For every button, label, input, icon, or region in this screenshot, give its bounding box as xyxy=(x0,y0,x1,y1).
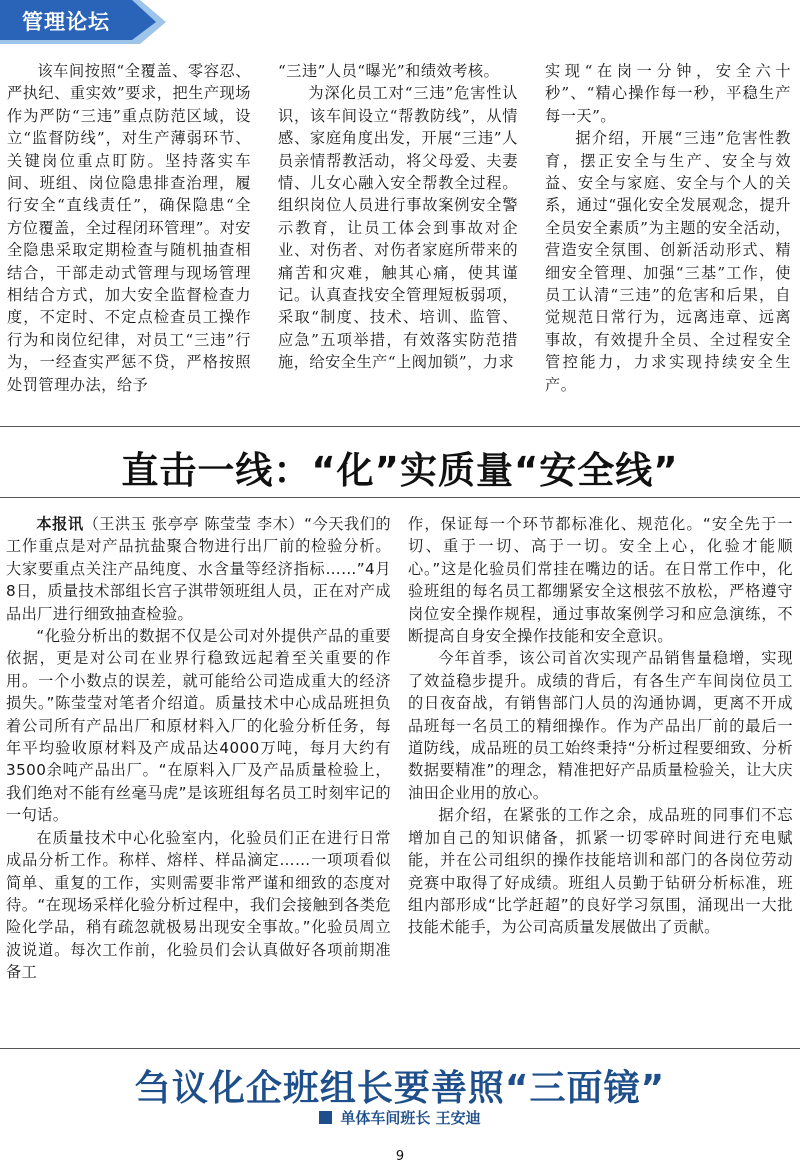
article2-paragraph: 据介绍，在紧张的工作之余，成品班的同事们不忘增加自己的知识储备，抓紧一切零碎时间进行充电赋能，并在公司组织的操作技能培训和部门的各岗位劳动竞赛中取得了好成绩。班组人员勤于钻研分析标准，班组内部形成“比学赶超”的良好学习氛围，涌现出一大批技能术能手，为公司高质量发展做出了贡献。 xyxy=(408,806,793,937)
article3-byline xyxy=(0,1107,800,1128)
article1-paragraph: 该车间按照“全覆盖、零容忍、严执纪、重实效”要求，把生产现场作为严防“三违”重点防范区域，设立“监督防线”，对生产薄弱环节、关键岗位重点盯防。坚持落实车间、班组、岗位隐患排查治理，履行安全“直线责任”，确保隐患“全方位覆盖，全过程闭环管理”。对安全隐患采取定期检查与随机抽查相结合，干部走动式管理与现场管理相结合方式，加大安全监督检查力度，不定时、不定点检查员工操作行为和岗位纪律，对员工“三违”行为，一经查实严惩不贷，严格按照处罚管理办法，给予 xyxy=(7,62,251,394)
divider-bottom xyxy=(0,1048,800,1049)
article2-paragraph: （王洪玉 张亭亭 陈莹莹 李木）“今天我们的工作重点是对产品抗盐聚合物进行出厂前的检验分析。大家要重点关注产品纯度、水含量等经济指标……”4月8日，质量技术部组长宫子淇带领班组人员，正在对产成品出厂进行细致抽查检验。 xyxy=(6,515,392,623)
article2-column-2 xyxy=(408,513,793,939)
article1-paragraph: “三违”人员“曝光”和绩效考核。 xyxy=(278,62,500,80)
lead-label: 本报讯 xyxy=(36,515,84,533)
section-header-tab xyxy=(0,0,172,44)
section-label: 管理论坛 xyxy=(22,10,110,34)
article1-column-2 xyxy=(278,60,518,374)
article1-paragraph: 为深化员工对“三违”危害性认识，该车间设立“帮教防线”，从情感、家庭角度出发，开展“三违”人员亲情帮教活动，将父母爱、夫妻情、儿女心融入安全帮教全过程。组织岗位人员进行事故案例安全警示教育，让员工体会到事故对企业、对伤者、对伤者家庭所带来的痛苦和灾难，触其心痛，使其谨记。认真查找安全管理短板弱项，采取“制度、技术、培训、监管、应急”五项举措，有效落实防范措施，给安全生产“上阀加锁”，力求 xyxy=(278,84,518,372)
article2-headline: 直击一线：“化”实质量“安全线” xyxy=(121,449,679,492)
article1-column-1 xyxy=(7,60,251,396)
article2-paragraph: 作，保证每一个环节都标准化、规范化。“安全先于一切、重于一切、高于一切。安全上心，化验才能顺心。”这是化验员们常挂在嘴边的话。在日常工作中，化验班组的每名员工都绷紧安全这根弦不放松，严格遵守岗位安全操作规程，通过事故案例学习和应急演练，不断提高自身安全操作技能和安全意识。 xyxy=(408,515,793,646)
article2-column-1 xyxy=(6,513,391,984)
byline-text: 单体车间班长 王安迪 xyxy=(340,1109,481,1127)
article3-headline: 刍议化企班组长要善照“三面镜” xyxy=(134,1068,666,1109)
divider-top xyxy=(0,426,800,427)
page-number: 9 xyxy=(395,1149,405,1164)
byline-square-icon xyxy=(319,1111,332,1124)
article2-paragraph: 在质量技术中心化验室内，化验员们正在进行日常成品分析工作。称样、熔样、样品滴定……一项项看似简单、重复的工作，实则需要非常严谨和细致的态度对待。“在现场采样化验分析过程中，我们会接触到各类危险化学品，稍有疏忽就极易出现安全事故。”化验员周立波说道。每次工作前，化验员们会认真做好各项前期准备工 xyxy=(6,828,391,982)
article2-paragraph: 今年首季，该公司首次实现产品销售量稳增，实现了效益稳步提升。成绩的背后，有各生产车间岗位员工的日夜奋战，有销售部门人员的沟通协调，更离不开成品班每一名员工的精细操作。作为产品出厂前的最后一道防线，成品班的员工始终秉持“分析过程要细致、分析数据要精准”的理念，精准把好产品质量检验关，让大庆油田企业用的放心。 xyxy=(408,649,793,802)
divider-under-headline xyxy=(0,497,800,498)
article2-paragraph: “化验分析出的数据不仅是公司对外提供产品的重要依据，更是对公司在业界行稳致远起着至关重要的作用。一个小数点的误差，就可能给公司造成重大的经济损失。”陈莹莹对笔者介绍道。质量技术中心成品班担负着公司所有产品出厂和原材料入厂的化验分析任务，每年平均验收原材料及产成品达4000万吨，每月大约有3500余吨产品出厂。“在原料入厂及产品质量检验上，我们绝对不能有丝毫马虎”是该班组每名员工时刻牢记的一句话。 xyxy=(6,627,391,825)
article1-paragraph: 实现“在岗一分钟，安全六十秒”、“精心操作每一秒，平稳生产每一天”。 xyxy=(545,62,791,125)
article1-column-3 xyxy=(545,60,791,396)
article1-paragraph: 据介绍，开展“三违”危害性教育，摆正安全与生产、安全与效益、安全与家庭、安全与个人的关系，通过“强化安全发展观念，提升全员安全素质”为主题的安全活动，营造安全氛围、创新活动形式、精细安全管理、加强“三基”工作，使员工认清“三违”的危害和后果，自觉规范日常行为，远离违章、远离事故，有效提升全员、全过程安全管控能力，力求实现持续安全生产。 xyxy=(545,129,791,394)
